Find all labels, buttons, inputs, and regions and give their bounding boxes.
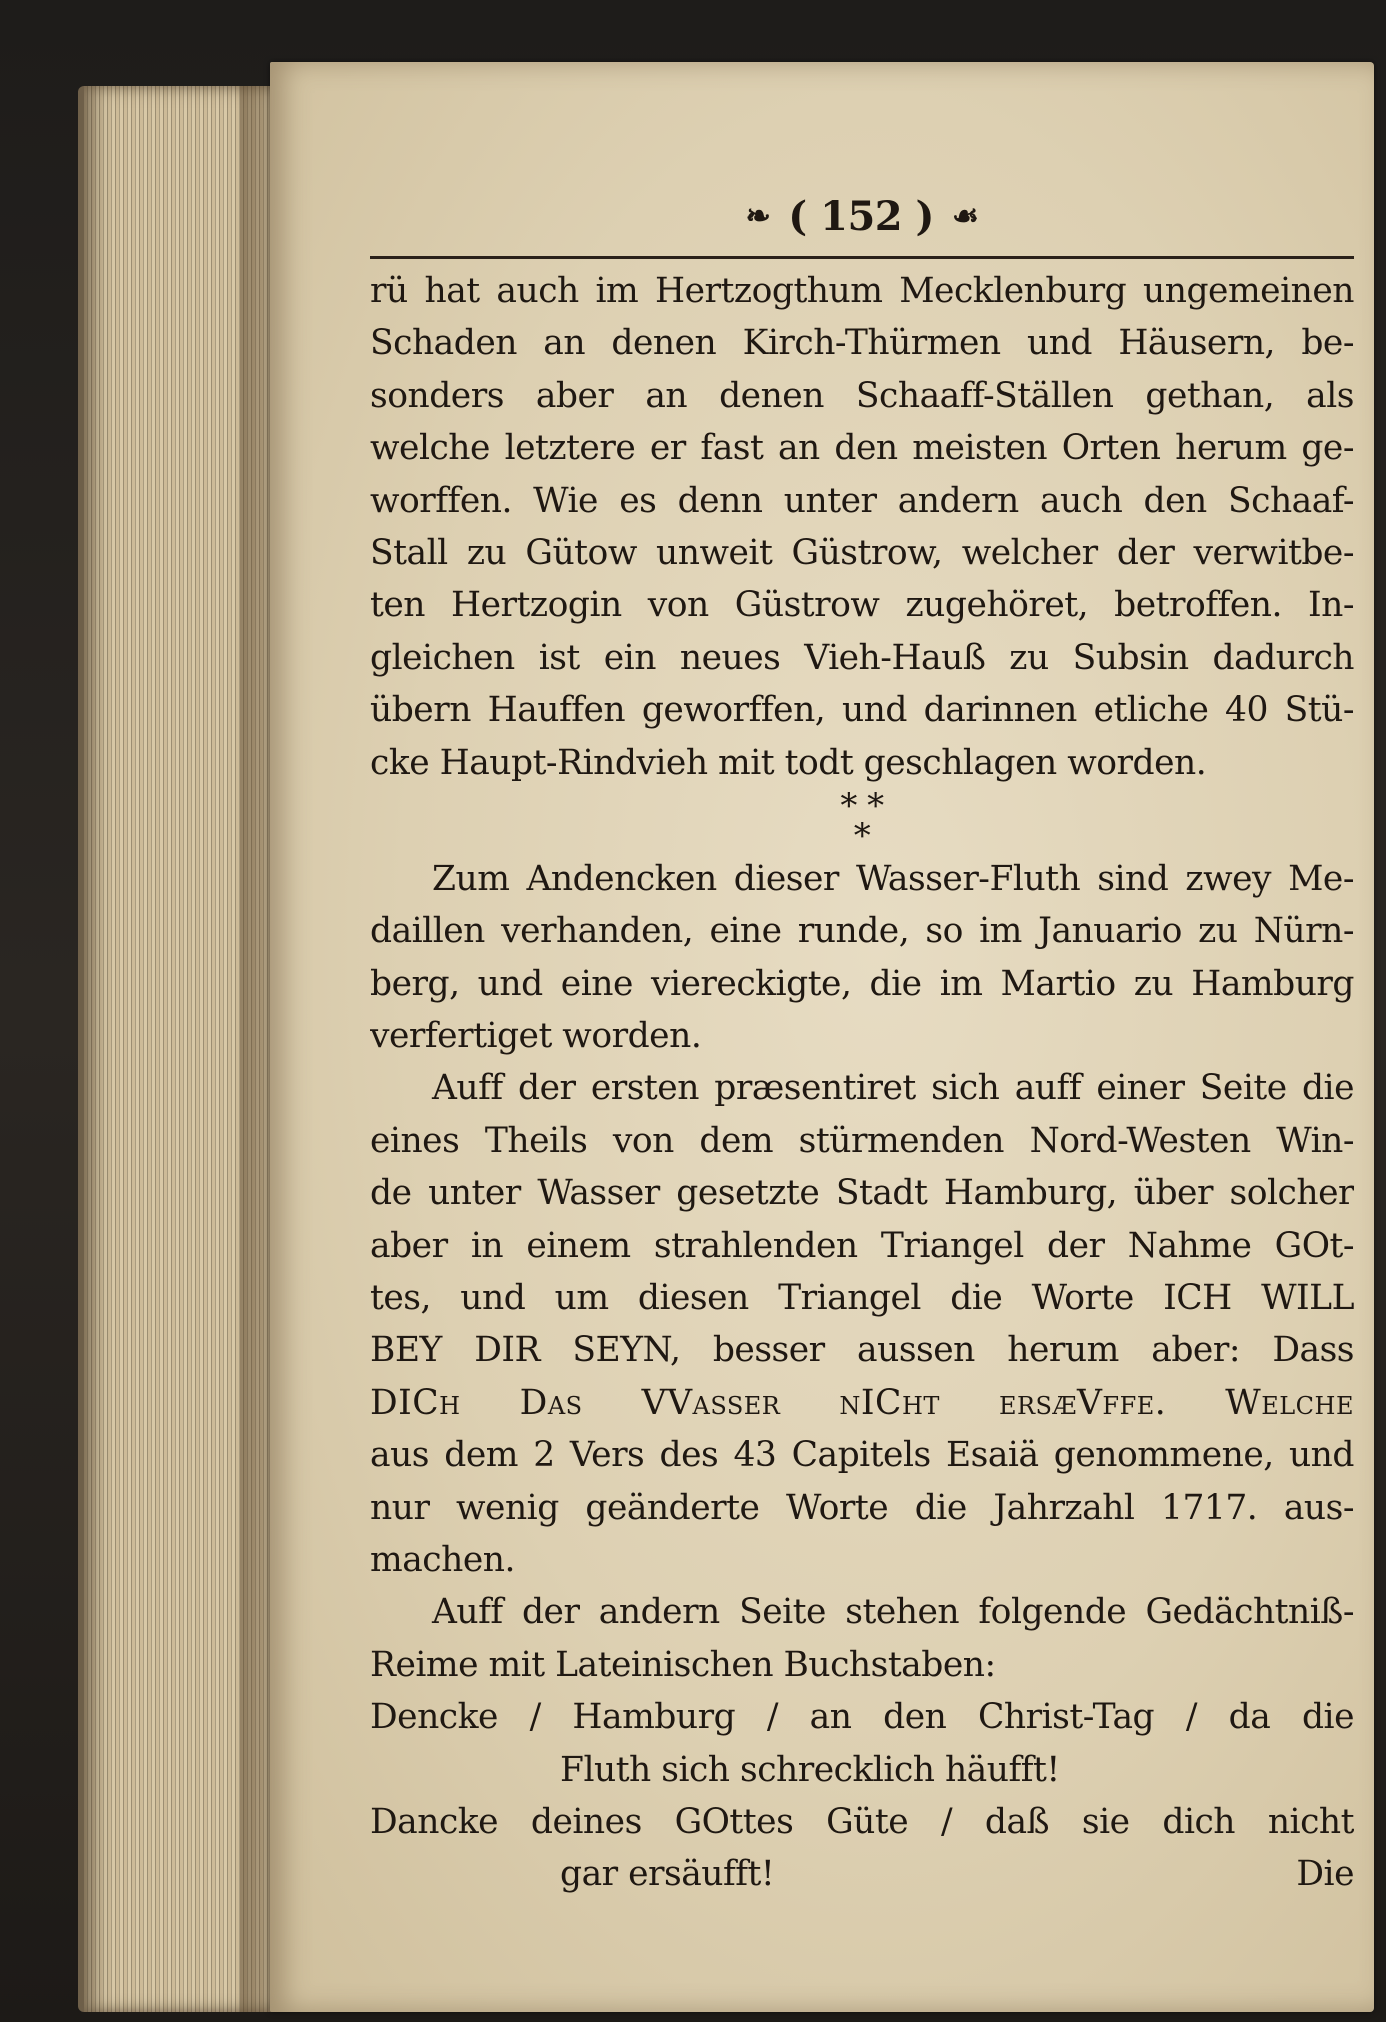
paragraph-medals (370, 853, 1354, 1063)
header-ornament-right-icon: ☙ (951, 198, 979, 234)
text-line: übern Hauffen geworffen, und darinnen etliche 40 Stü- (370, 690, 1354, 731)
page-number: ( 152 ) (788, 192, 934, 240)
text-line: Zum Andencken dieser Wasser-Fluth sind zwey Me- (432, 858, 1354, 899)
text-line: tes, und um diesen Triangel die Worte ICH WILL (370, 1278, 1354, 1319)
page-text-block (370, 178, 1354, 1901)
verse-line: Fluth sich schrecklich häufft! (560, 1749, 1060, 1790)
chronogram-line: DICh Das VVasser nICht ersæVffe. Welche (370, 1382, 1354, 1423)
text-line: BEY DIR SEYN, besser aussen herum aber: Dass (370, 1330, 1354, 1371)
text-line: welche letztere er fast an den meisten Orten herum ge- (370, 428, 1354, 469)
text-line: aber in einem strahlenden Triangel der Nahme GOt- (370, 1225, 1354, 1266)
text-line: machen. (370, 1539, 515, 1580)
text-line: rü hat auch im Hertzogthum Mecklenburg ungemeinen (370, 271, 1354, 311)
text-line: Schaden an denen Kirch-Thürmen und Häusern, be- (370, 323, 1354, 364)
asterism-bottom: * (853, 815, 871, 856)
text-line: ten Hertzogin von Güstrow zugehöret, betroffen. In- (370, 585, 1354, 626)
header-ornament-left-icon: ❧ (745, 198, 771, 234)
text-line: sonders aber an denen Schaaff-Ställen gethan, als (370, 375, 1354, 416)
header-rule (370, 256, 1354, 259)
page-header (370, 178, 1354, 254)
paragraph-storm-damage (370, 265, 1354, 789)
verse-last-line-with-catchword (370, 1848, 1354, 1900)
text-line: verfertiget worden. (370, 1016, 702, 1057)
text-line: cke Haupt-Rindvieh mit todt geschlagen worden. (370, 742, 1207, 783)
verse-line: Dancke deines GOttes Güte / daß sie dich nicht (370, 1801, 1354, 1842)
paragraph-second-medal (370, 1586, 1354, 1691)
asterism-divider (370, 785, 1354, 856)
text-line: nur wenig geänderte Worte die Jahrzahl 1717. aus- (370, 1487, 1354, 1528)
text-line: worffen. Wie es denn unter andern auch den Schaaf- (370, 480, 1354, 521)
catchword: Die (1296, 1854, 1354, 1895)
text-line: Auff der andern Seite stehen folgende Gedächtniß- (432, 1592, 1354, 1633)
text-line: eines Theils von dem stürmenden Nord-Westen Win- (370, 1120, 1354, 1161)
text-line: de unter Wasser gesetzte Stadt Hamburg, über solcher (370, 1173, 1354, 1214)
text-line: aus dem 2 Vers des 43 Capitels Esaiä genommene, und (370, 1435, 1354, 1476)
paragraph-first-medal (370, 1062, 1354, 1586)
verse-line: gar ersäufft! (560, 1854, 775, 1895)
memorial-verse (370, 1691, 1354, 1901)
verse-line: Dencke / Hamburg / an den Christ-Tag / da die (370, 1697, 1354, 1738)
text-line: Stall zu Gütow unweit Güstrow, welcher der verwitbe- (370, 532, 1354, 573)
text-line: berg, und eine viereckigte, die im Martio zu Hamburg (370, 963, 1354, 1004)
text-line: gleichen ist ein neues Vieh-Hauß zu Subsin dadurch (370, 637, 1354, 678)
text-line: daillen verhanden, eine runde, so im Januario zu Nürn- (370, 911, 1354, 952)
text-line: Reime mit Lateinischen Buchstaben: (370, 1644, 996, 1685)
book-page (270, 62, 1374, 2012)
text-line: Auff der ersten præsentiret sich auff einer Seite die (432, 1068, 1354, 1109)
asterism-top: * * (840, 785, 884, 826)
